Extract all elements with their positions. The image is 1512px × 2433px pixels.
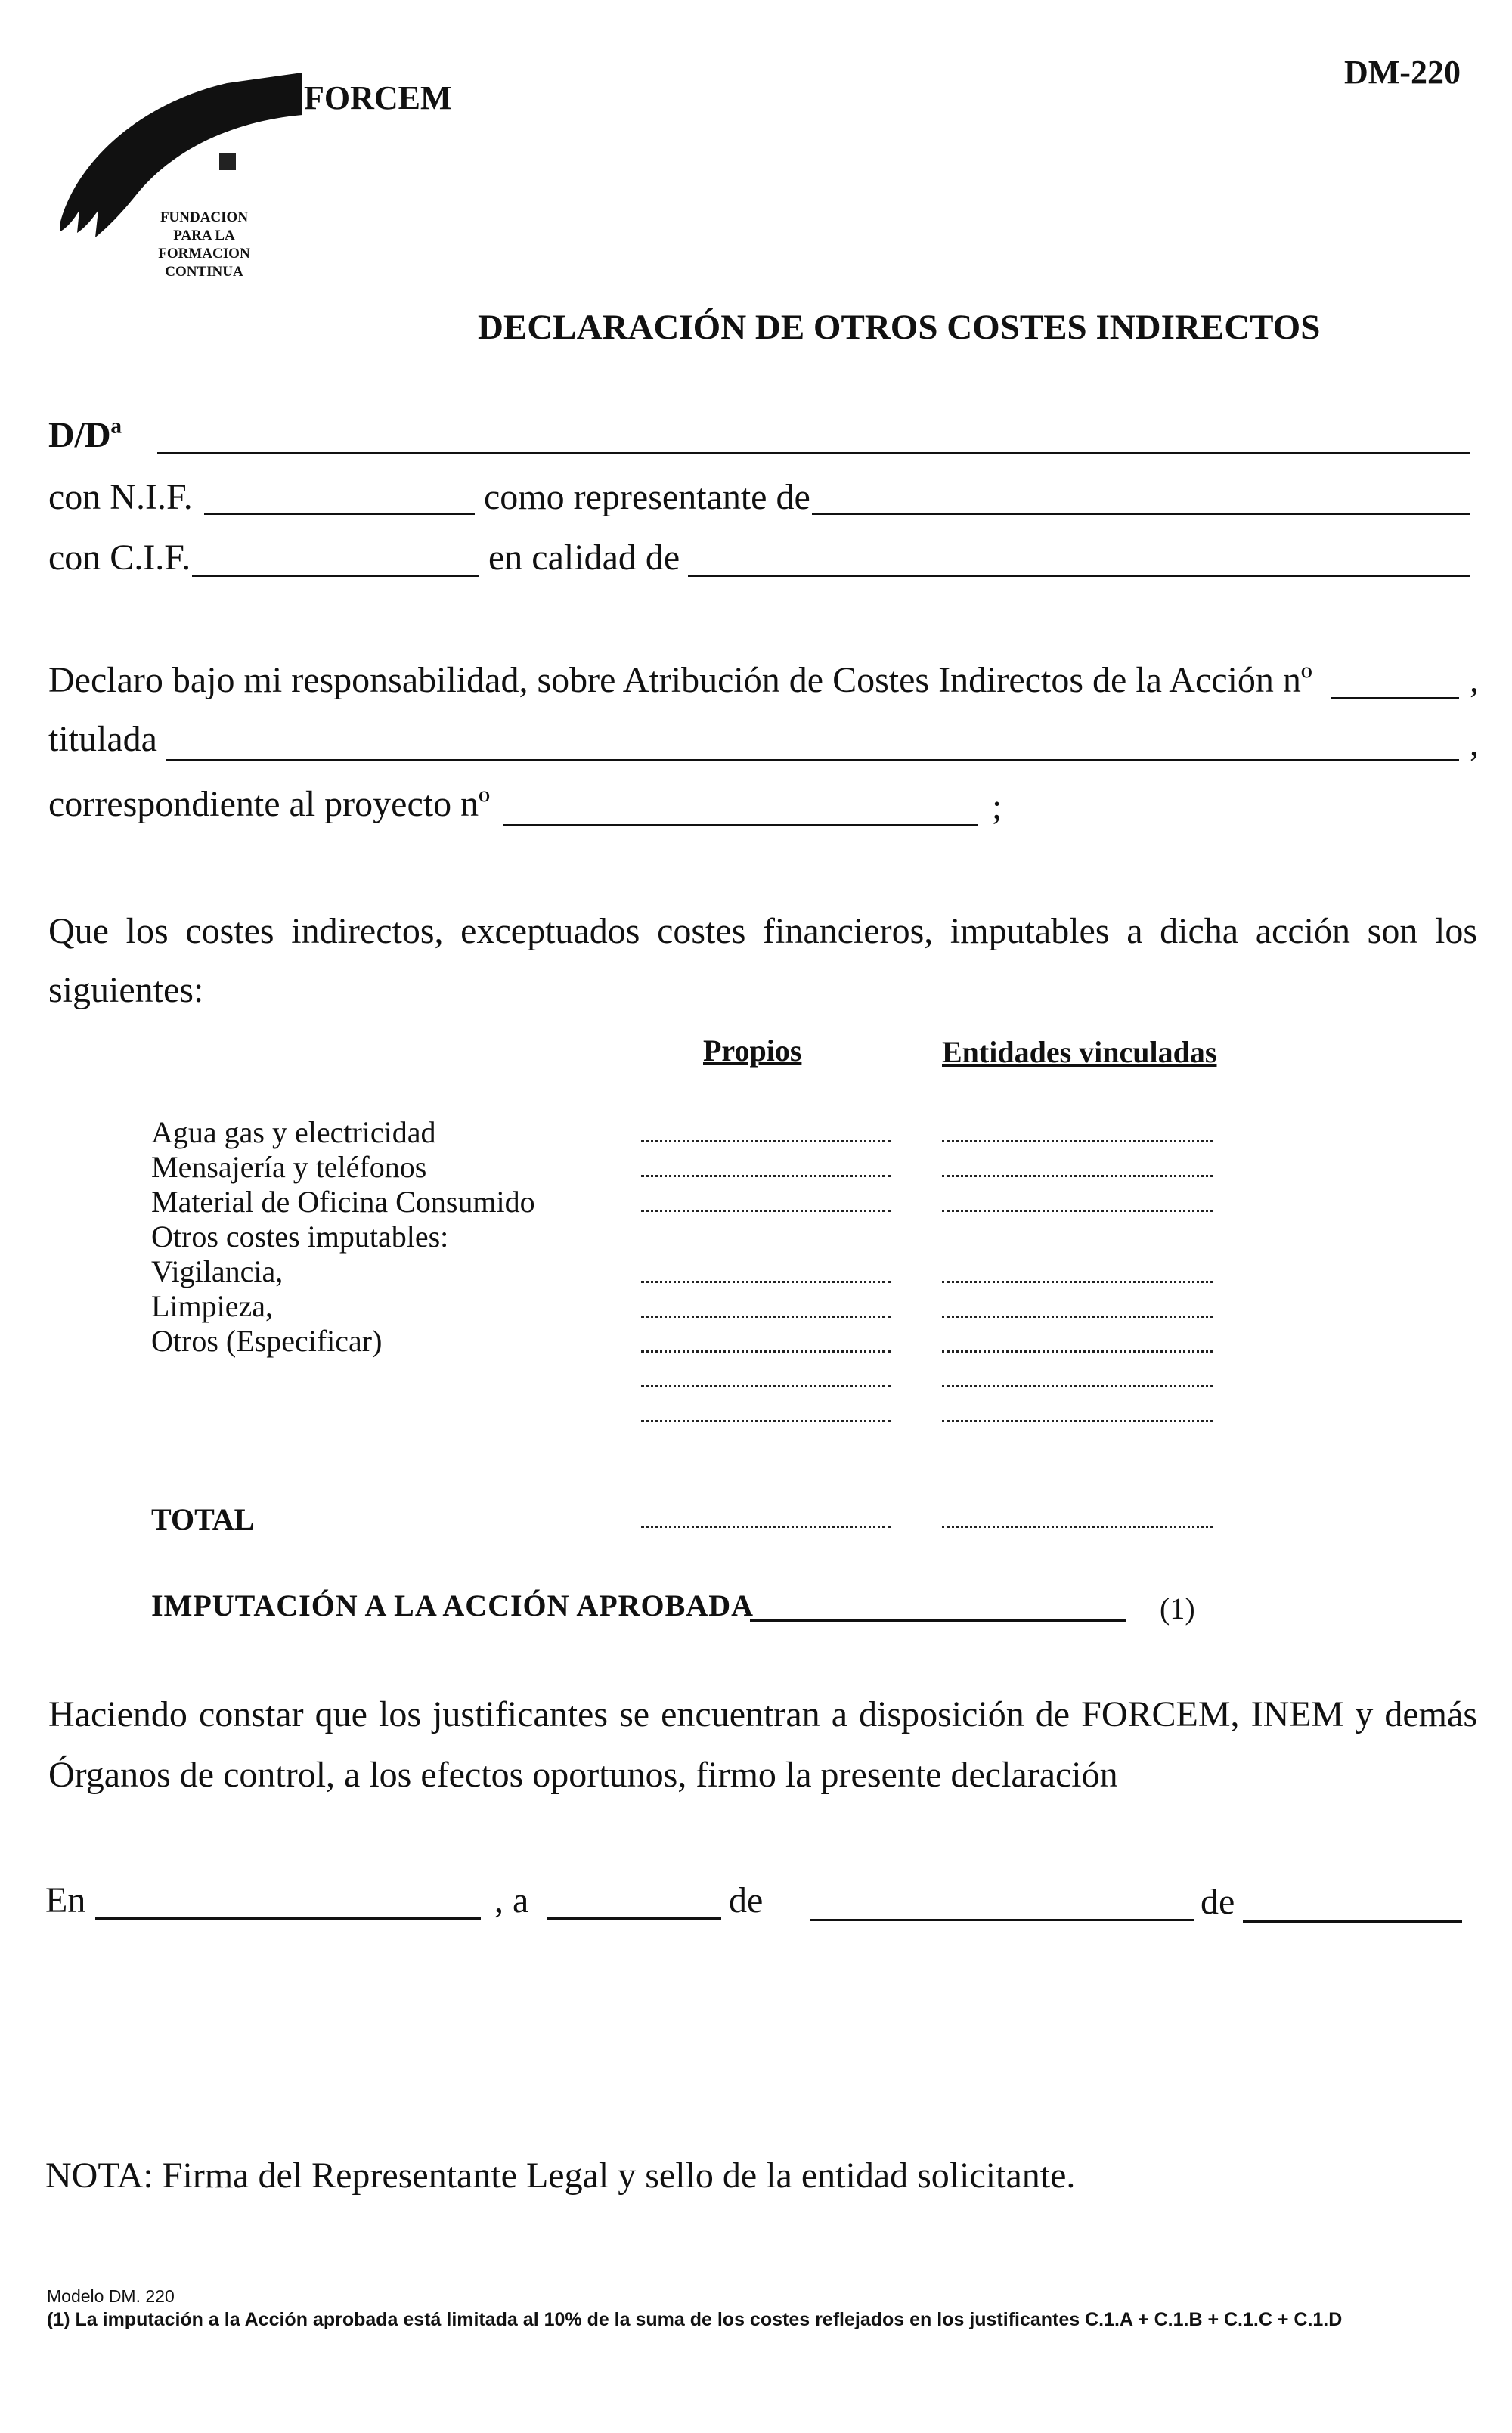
cost-item-other-heading: Otros costes imputables:: [151, 1220, 449, 1254]
place-label: En: [45, 1880, 86, 1920]
total-label: TOTAL: [151, 1502, 255, 1536]
closing-line1: Haciendo constar que los justificantes se encuentran a disposición de FORCEM, INEM y demás: [48, 1694, 1477, 1734]
nif-field[interactable]: [204, 513, 475, 515]
month-field[interactable]: [810, 1919, 1194, 1921]
place-field[interactable]: [95, 1917, 481, 1920]
year-label: de: [1201, 1882, 1235, 1922]
own-cleaning-field[interactable]: [641, 1316, 891, 1318]
logo-subtitle: FUNDACION PARA LA FORMACION CONTINUA: [158, 209, 250, 280]
titled-field[interactable]: [166, 759, 1459, 761]
logo-name: FORCEM: [304, 79, 452, 116]
linked-office-field[interactable]: [942, 1210, 1213, 1212]
cost-item-other-specify: Otros (Especificar): [151, 1324, 383, 1358]
declaration-comma1: ,: [1470, 660, 1479, 700]
year-field[interactable]: [1243, 1920, 1462, 1923]
declaration-comma2: ,: [1470, 724, 1479, 764]
cif-field[interactable]: [192, 575, 479, 577]
cost-item-security: Vigilancia,: [151, 1254, 284, 1288]
page-title: DECLARACIÓN DE OTROS COSTES INDIRECTOS: [478, 308, 1321, 347]
declaration-semicolon: ;: [992, 787, 1002, 827]
action-number-field[interactable]: [1331, 697, 1459, 699]
cost-item-water: Agua gas y electricidad: [151, 1115, 436, 1149]
nif-label: con N.I.F.: [48, 477, 193, 517]
titled-label: titulada: [48, 719, 157, 759]
imputation-field[interactable]: [750, 1619, 1126, 1622]
representative-label: como representante de: [484, 477, 810, 517]
own-security-field[interactable]: [641, 1281, 891, 1283]
own-other-field-3[interactable]: [641, 1420, 891, 1422]
cost-item-messaging: Mensajería y teléfonos: [151, 1150, 427, 1184]
own-water-field[interactable]: [641, 1140, 891, 1142]
own-office-field[interactable]: [641, 1210, 891, 1212]
own-messaging-field[interactable]: [641, 1175, 891, 1177]
project-number-field[interactable]: [503, 824, 978, 826]
costs-intro-line2: siguientes:: [48, 970, 204, 1010]
footer-model: Modelo DM. 220: [47, 2286, 175, 2306]
imputation-label: IMPUTACIÓN A LA ACCIÓN APROBADA: [151, 1588, 754, 1623]
linked-water-field[interactable]: [942, 1140, 1213, 1142]
cost-item-office: Material de Oficina Consumido: [151, 1185, 535, 1219]
linked-other-field-3[interactable]: [942, 1420, 1213, 1422]
imputation-note: (1): [1160, 1592, 1195, 1626]
project-label: correspondiente al proyecto nº: [48, 784, 490, 824]
own-other-field-1[interactable]: [641, 1350, 891, 1353]
costs-intro-line1: Que los costes indirectos, exceptuados costes financieros, imputables a dicha acción son los: [48, 911, 1477, 951]
day-label: , a: [494, 1880, 529, 1920]
linked-messaging-field[interactable]: [942, 1175, 1213, 1177]
linked-security-field[interactable]: [942, 1281, 1213, 1283]
closing-line2: Órganos de control, a los efectos oportunos, firmo la presente declaración: [48, 1755, 1118, 1795]
name-field[interactable]: [157, 452, 1470, 454]
capacity-field[interactable]: [688, 575, 1470, 577]
form-code: DM-220: [1344, 54, 1461, 91]
declaration-line1: Declaro bajo mi responsabilidad, sobre Atribución de Costes Indirectos de la Acción nº: [48, 660, 1312, 700]
day-field[interactable]: [547, 1917, 721, 1920]
name-label: D/Dª: [48, 415, 122, 455]
column-header-linked: Entidades vinculadas: [942, 1035, 1217, 1069]
own-total-field[interactable]: [641, 1526, 891, 1528]
month-label: de: [729, 1880, 764, 1920]
own-other-field-2[interactable]: [641, 1385, 891, 1387]
capacity-label: en calidad de: [488, 538, 680, 578]
footer-footnote: (1) La imputación a la Acción aprobada está limitada al 10% de la suma de los costes reflejados en los justificantes C.1.A + C.1.B + C.1.C + C.1.D: [47, 2309, 1343, 2330]
linked-cleaning-field[interactable]: [942, 1316, 1213, 1318]
cost-item-cleaning: Limpieza,: [151, 1289, 274, 1323]
cif-label: con C.I.F.: [48, 538, 191, 578]
linked-other-field-1[interactable]: [942, 1350, 1213, 1353]
column-header-own: Propios: [703, 1034, 802, 1068]
representative-field[interactable]: [812, 513, 1470, 515]
linked-total-field[interactable]: [942, 1526, 1213, 1528]
signature-note: NOTA: Firma del Representante Legal y sello de la entidad solicitante.: [45, 2156, 1076, 2196]
linked-other-field-2[interactable]: [942, 1385, 1213, 1387]
